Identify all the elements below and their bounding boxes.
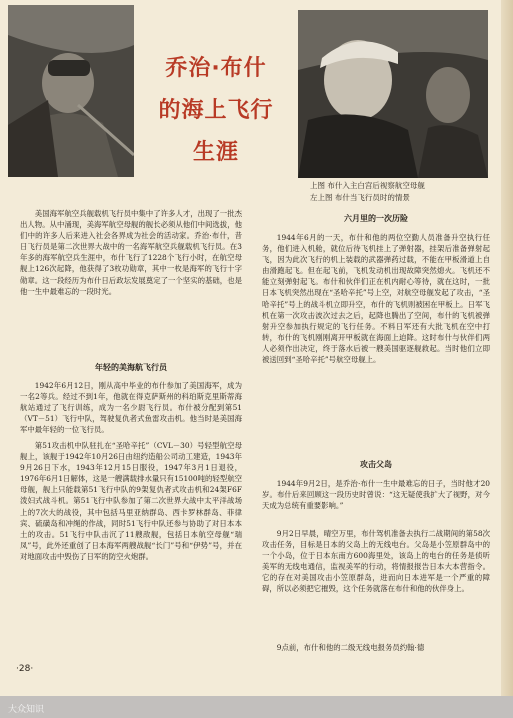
mission-paragraph: 1944年6月的一天，布什和他的两位空勤人员准备升空执行任务，他们进入机舱，就位后待飞机挂上了弹射器，挂架后准备弹射起飞，因为此次飞行的机上装载的武器弹药过载，不能在甲板滑道上自由滑跑起飞。但在起飞前，飞机发动机出现故障突然熄火。飞机还不能立刻弹射起飞。布什和伙伴们正在机内耐心等待，就在这时，一批日本飞机突然出现在“圣哈辛托”号上空，对航空母舰发起了攻击，“圣哈辛托”号上的战斗机立即升空，布什的飞机则被困在甲板上。日军飞机在第一次攻击波次过去之后，起降也腾出了空间，布什的飞机被弹射升空参加执行规定的飞行任务。不料日军还有大批飞机在空中打转，布什的飞机刚刚离开甲板就在海面上迫降。这时布什与伙伴们两人必须作出决定，终于落水后被一艘美国驱逐舰救起。当时他们立即被送回到“圣哈辛托”号航空母舰上。 — [262, 233, 490, 365]
title-line-3: 生涯 — [192, 140, 239, 165]
date-paragraph: 1944年9月2日，是乔治·布什一生中最难忘的日子，当时他才20岁。布什后来回顾这一段历史时曾说：“这无疑使我扩大了视野，对今天成为总统有重要影响。” — [262, 479, 490, 511]
section-heading-attack: 攻击父岛 — [360, 460, 392, 469]
intro-paragraph: 美国海军航空兵舰载机飞行员中集中了许多人才，出现了一批杰出人物。从中涌现，美海军航空母舰的舰长必须从他们中间选拔，他们中的许多人后来进入社会各界成为社会的活动家。乔治·布什，昔日飞行员是第二次世界大战中的一名海军航空兵舰载机飞行员。在3年多的海军航空兵生涯中，布什飞行了1228个飞行小时，在航空母舰上126次起降，他获得了3枚功勋章，其中一枚是海军的飞行十字勋章。这一段经历为布什日后政坛发展奠定了一个坚实的基础，也是他一生中最难忘的一段时光。 — [20, 209, 242, 296]
squadron-paragraph: 第51攻击机中队驻扎在“圣哈辛托”（CVL－30）号轻型航空母舰上，该舰于1942年10月26日由纽约造船公司动工建造，1943年9月26日下水，1943年12月15日服役，1947年3月1日退役，1976年6月1日解体，这是一艘满载排水量只有15100吨的轻型航空母舰，舰上只能载第51飞行中队的9架复仇者式攻击机和24架F6F泼妇式战斗机。第51飞行中队参加了第二次世界大战中太平洋战场上的7次大的战役，其中包括马里亚纳群岛、西卡罗林群岛、菲律宾、硫磺岛和冲绳的作战，同时51飞行中队还参与协助了对日本本土的攻击。51飞行中队击沉了11艘敌舰，包括日本航空母舰“瑞凤”号，此外还重创了日本海军两艘战舰“长门”号和“伊势”号，并在对地面攻击中毁伤了日军的防空火炮群。 — [20, 441, 242, 561]
pilot-photo — [8, 5, 134, 177]
left-column-pilot — [20, 380, 242, 438]
page-edge — [501, 0, 513, 718]
article-title — [136, 33, 296, 173]
title-line-2: 的海上飞行 — [158, 98, 274, 123]
section-heading-pilot: 年轻的美海航飞行员 — [95, 363, 167, 372]
left-column-squadron — [20, 440, 242, 652]
page-number: ·28· — [16, 664, 34, 674]
right-column-date — [262, 478, 490, 526]
pilot-paragraph: 1942年6月12日，刚从高中毕业的布什参加了美国海军，成为一名2等兵。经过不到1年，他就在得克萨斯州的科珀斯克里斯蒂海航站通过了飞行训练，成为一名少尉飞行员。布什被分配到第51（VT－51）飞行中队，驾驶复仇者式鱼雷攻击机。他当时是美国海军中最年轻的一位飞行员。 — [20, 381, 242, 435]
right-column-continue — [262, 642, 490, 654]
continue-paragraph: 9点前，布什和他的二级无线电报务员约翰·德 — [276, 643, 425, 652]
left-column-intro — [20, 208, 242, 348]
source-watermark: 大众知识 — [8, 705, 45, 715]
bush-carrier-photo — [298, 10, 488, 178]
watermark-bar — [0, 696, 513, 718]
photo-caption-left: 左上图 布什当飞行员时的情景 — [310, 193, 410, 202]
photo-caption-top: 上图 布什入主白宫后视察航空母舰 — [310, 181, 425, 190]
section-heading-first-mission: 六月里的一次历险 — [344, 214, 408, 223]
right-column-target — [262, 528, 490, 640]
title-line-1: 乔治·布什 — [165, 56, 267, 81]
target-paragraph: 9月2日早晨，晴空万里，布什驾机准备去执行二战期间的第58次攻击任务，目标是日本的父岛上的无线电台。父岛是小笠原群岛中的一个小岛，位于日本东南方600海里处，该岛上的电台的任务是侦听美军的无线电通信，监视美军的行动，将情报报告日本大本营指令。它的存在对美国攻击小笠原群岛，进而向日本进军是一个严重的障碍，所以必须把它摧毁，这个任务就落在布什和他的伙伴身上。 — [262, 529, 490, 594]
right-column-mission — [262, 232, 490, 440]
